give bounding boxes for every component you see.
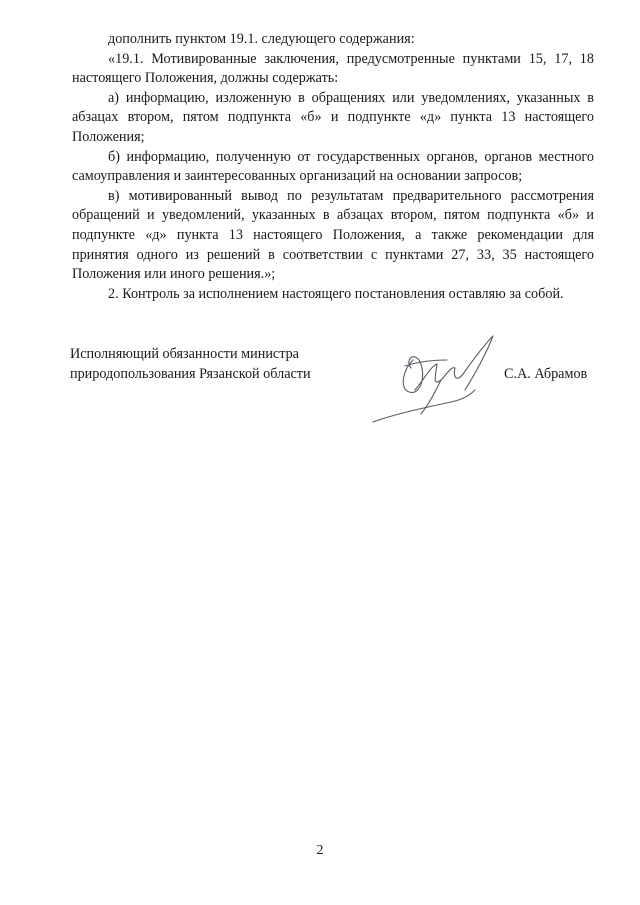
paragraph-item-a: а) информацию, изложенную в обращениях или уведомлениях, указанных в абзацах втором, пятом подпункта «б» и подпункте «д» пункта 13 настоящего Положения; bbox=[72, 89, 594, 145]
position-line-2: природопользования Рязанской области bbox=[70, 365, 311, 382]
position-line-1: Исполняющий обязанности министра bbox=[70, 346, 299, 362]
page-number: 2 bbox=[316, 843, 324, 858]
body-text bbox=[72, 30, 594, 304]
paragraph-19-1: «19.1. Мотивированные заключения, предусмотренные пунктами 15, 17, 18 настоящего Положения, должны содержать: bbox=[72, 50, 594, 87]
signatory-name: С.А. Абрамов bbox=[504, 366, 588, 382]
paragraph-intro: дополнить пунктом 19.1. следующего содержания: bbox=[108, 31, 415, 47]
paragraph-item-b: б) информацию, полученную от государственных органов, органов местного самоуправления и заинтересованных организаций на основании запросов; bbox=[72, 148, 594, 185]
paragraph-item-v: в) мотивированный вывод по результатам предварительного рассмотрения обращений и уведомлений, указанных в абзацах втором, пятом подпункта «б» и подпункте «д» пункта 13 настоящего Положения, а также рекомендации для принятия одного из решений в соответствии с пунктами 27, 33, 35 настоящего Положения или иного решения.»; bbox=[72, 187, 594, 283]
paragraph-control: 2. Контроль за исполнением настоящего постановления оставляю за собой. bbox=[108, 285, 564, 302]
handwritten-signature bbox=[365, 330, 505, 430]
signatory-position bbox=[70, 345, 311, 384]
